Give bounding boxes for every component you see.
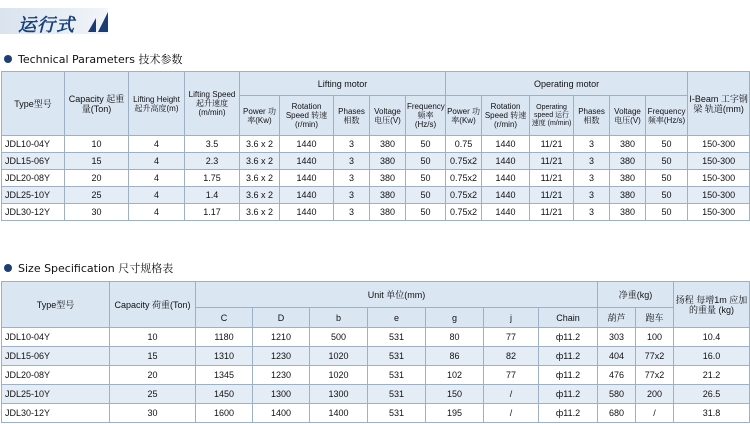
size-specification-heading	[4, 260, 173, 276]
model-cell: JDL10-04Y	[2, 328, 110, 347]
table-cell: 31.8	[674, 404, 750, 423]
table-cell: 380	[610, 204, 646, 221]
table-cell: 380	[610, 153, 646, 170]
banner-fold-decoration	[88, 18, 96, 32]
table-cell: 50	[406, 204, 446, 221]
size-header-chain: Chain	[539, 308, 598, 328]
table-cell: 77x2	[636, 347, 674, 366]
size-header-extra-weight: 扬程 每增1m 应加的重量 (kg)	[674, 282, 750, 328]
table-cell: 380	[370, 204, 406, 221]
table-cell: 50	[406, 136, 446, 153]
table-cell: 3	[574, 204, 610, 221]
header-lifting-height: Lifting Height 起升高度(m)	[129, 72, 185, 136]
table-cell: 1440	[482, 204, 530, 221]
table-cell: 1440	[482, 170, 530, 187]
model-cell: JDL15-06Y	[2, 153, 65, 170]
table-cell: 380	[370, 187, 406, 204]
header-lm-phases: Phases 相数	[334, 96, 370, 136]
size-header-trolley: 跑车	[636, 308, 674, 328]
table-cell: 50	[646, 204, 688, 221]
header-operating-motor: Operating motor	[446, 72, 688, 96]
table-cell: ф11.2	[539, 366, 598, 385]
table-cell: 500	[310, 328, 368, 347]
table-cell: 380	[610, 187, 646, 204]
table-cell: 11/21	[530, 170, 574, 187]
table-cell: 10.4	[674, 328, 750, 347]
table-cell: 15	[110, 347, 196, 366]
header-lm-power: Power 功率(Kw)	[240, 96, 280, 136]
table-cell: 3.6 x 2	[240, 136, 280, 153]
table-cell: 10	[65, 136, 129, 153]
size-header-hoist: 葫芦	[598, 308, 636, 328]
table-cell: 0.75x2	[446, 153, 482, 170]
header-om-voltage: Voltage 电压(V)	[610, 96, 646, 136]
table-row	[2, 385, 750, 404]
table-cell: 3	[574, 187, 610, 204]
table-cell: 20	[110, 366, 196, 385]
table-row	[2, 187, 750, 204]
table-cell: 531	[368, 347, 426, 366]
table-cell: 50	[646, 136, 688, 153]
table-cell: 1230	[253, 347, 310, 366]
table-cell: 86	[426, 347, 484, 366]
table-cell: 1230	[253, 366, 310, 385]
model-cell: JDL20-08Y	[2, 170, 65, 187]
table-cell: 0.75x2	[446, 204, 482, 221]
table-cell: 16.0	[674, 347, 750, 366]
model-cell: JDL25-10Y	[2, 385, 110, 404]
table-cell: 531	[368, 328, 426, 347]
table-cell: 77	[484, 328, 539, 347]
table-cell: 150-300	[688, 136, 750, 153]
model-cell: JDL10-04Y	[2, 136, 65, 153]
table-cell: 1300	[253, 385, 310, 404]
table-cell: 1440	[280, 187, 334, 204]
header-capacity: Capacity 起重量(Ton)	[65, 72, 129, 136]
model-cell: JDL15-06Y	[2, 347, 110, 366]
table-cell: 30	[110, 404, 196, 423]
table-cell: 3	[334, 153, 370, 170]
table-cell: 1400	[253, 404, 310, 423]
table-cell: 102	[426, 366, 484, 385]
table-cell: 100	[636, 328, 674, 347]
table-cell: 1440	[482, 153, 530, 170]
table-cell: 1210	[253, 328, 310, 347]
table-cell: 2.3	[185, 153, 240, 170]
table-cell: 3	[334, 204, 370, 221]
table-cell: 380	[370, 170, 406, 187]
technical-parameters-title: Technical Parameters 技术参数	[18, 53, 183, 66]
table-row	[2, 153, 750, 170]
table-cell: 3	[334, 136, 370, 153]
table-cell: 380	[370, 153, 406, 170]
size-header-net-weight: 净重(kg)	[598, 282, 674, 308]
section-banner	[0, 8, 120, 34]
table-cell: 50	[646, 187, 688, 204]
table-cell: 531	[368, 366, 426, 385]
size-header-j: j	[484, 308, 539, 328]
table-cell: 3	[334, 187, 370, 204]
table-cell: 1440	[280, 204, 334, 221]
table-cell: 150	[426, 385, 484, 404]
table-cell: 1020	[310, 366, 368, 385]
table-cell: 11/21	[530, 187, 574, 204]
table-cell: 3	[574, 170, 610, 187]
table-cell: 303	[598, 328, 636, 347]
table-cell: 1020	[310, 347, 368, 366]
table-cell: 82	[484, 347, 539, 366]
size-header-e: e	[368, 308, 426, 328]
model-cell: JDL30-12Y	[2, 204, 65, 221]
table-cell: 21.2	[674, 366, 750, 385]
table-cell: 25	[110, 385, 196, 404]
table-row	[2, 136, 750, 153]
table-cell: 531	[368, 404, 426, 423]
table-cell: 3.6 x 2	[240, 170, 280, 187]
table-row	[2, 170, 750, 187]
table-cell: 531	[368, 385, 426, 404]
table-cell: 11/21	[530, 204, 574, 221]
table-cell: 15	[65, 153, 129, 170]
table-cell: 150-300	[688, 170, 750, 187]
size-header-b: b	[310, 308, 368, 328]
table-cell: 476	[598, 366, 636, 385]
table-cell: 50	[406, 153, 446, 170]
table-cell: 77	[484, 366, 539, 385]
table-cell: /	[484, 385, 539, 404]
table-cell: 0.75x2	[446, 170, 482, 187]
table-cell: 3	[574, 136, 610, 153]
size-header-type: Type型号	[2, 282, 110, 328]
table-cell: 20	[65, 170, 129, 187]
bullet-icon	[4, 264, 12, 272]
table-cell: 0.75x2	[446, 187, 482, 204]
size-specification-title: Size Specification 尺寸规格表	[18, 262, 174, 275]
table-cell: 1440	[280, 136, 334, 153]
header-ibeam: I-Beam 工字钢梁 轨道(mm)	[688, 72, 750, 136]
table-cell: 10	[110, 328, 196, 347]
table-cell: 150-300	[688, 204, 750, 221]
table-cell: 380	[610, 136, 646, 153]
table-cell: 1180	[196, 328, 253, 347]
table-cell: ф11.2	[539, 347, 598, 366]
table-cell: 50	[646, 153, 688, 170]
table-cell: 3	[334, 170, 370, 187]
table-cell: 1440	[482, 136, 530, 153]
table-row	[2, 366, 750, 385]
table-cell: 4	[129, 136, 185, 153]
table-cell: 11/21	[530, 136, 574, 153]
table-cell: 4	[129, 153, 185, 170]
header-lifting-motor: Lifting motor	[240, 72, 446, 96]
table-cell: 195	[426, 404, 484, 423]
table-cell: 380	[610, 170, 646, 187]
size-header-g: g	[426, 308, 484, 328]
table-cell: 30	[65, 204, 129, 221]
table-cell: 0.75	[446, 136, 482, 153]
table-cell: 1600	[196, 404, 253, 423]
table-cell: 1440	[280, 153, 334, 170]
size-header-d: D	[253, 308, 310, 328]
size-specification-table	[1, 281, 750, 423]
table-cell: ф11.2	[539, 404, 598, 423]
table-cell: 50	[646, 170, 688, 187]
table-cell: /	[484, 404, 539, 423]
table-cell: 25	[65, 187, 129, 204]
header-om-phases: Phases 相数	[574, 96, 610, 136]
table-cell: 1440	[482, 187, 530, 204]
table-cell: 11/21	[530, 153, 574, 170]
model-cell: JDL30-12Y	[2, 404, 110, 423]
banner-fold-decoration	[98, 12, 108, 32]
table-cell: 404	[598, 347, 636, 366]
table-cell: 50	[406, 187, 446, 204]
header-om-rotation: Rotation Speed 转速(r/min)	[482, 96, 530, 136]
header-lifting-speed: Lifting Speed 起升速度 (m/min)	[185, 72, 240, 136]
table-cell: 26.5	[674, 385, 750, 404]
bullet-icon	[4, 55, 12, 63]
table-cell: 680	[598, 404, 636, 423]
table-cell: 1440	[280, 170, 334, 187]
size-header-c: C	[196, 308, 253, 328]
table-cell: 380	[370, 136, 406, 153]
table-cell: 1345	[196, 366, 253, 385]
table-cell: 4	[129, 187, 185, 204]
table-cell: 1450	[196, 385, 253, 404]
header-om-operating-speed: Operating speed 运行速度 (m/min)	[530, 96, 574, 136]
technical-parameters-table	[1, 71, 750, 221]
table-cell: 77x2	[636, 366, 674, 385]
header-lm-rotation: Rotation Speed 转速(r/min)	[280, 96, 334, 136]
table-cell: 150-300	[688, 187, 750, 204]
model-cell: JDL25-10Y	[2, 187, 65, 204]
table-cell: 580	[598, 385, 636, 404]
table-cell: 3.6 x 2	[240, 187, 280, 204]
table-cell: 150-300	[688, 153, 750, 170]
size-header-capacity: Capacity 荷重(Ton)	[110, 282, 196, 328]
table-row	[2, 404, 750, 423]
header-lm-voltage: Voltage 电压(V)	[370, 96, 406, 136]
table-cell: 50	[406, 170, 446, 187]
header-om-power: Power 功率(Kw)	[446, 96, 482, 136]
table-row	[2, 347, 750, 366]
table-cell: 1300	[310, 385, 368, 404]
table-cell: ф11.2	[539, 328, 598, 347]
technical-parameters-heading	[4, 51, 182, 67]
table-cell: 3	[574, 153, 610, 170]
table-cell: 4	[129, 170, 185, 187]
table-cell: 200	[636, 385, 674, 404]
table-cell: 80	[426, 328, 484, 347]
table-cell: ф11.2	[539, 385, 598, 404]
header-om-frequency: Frequency 频率(Hz/s)	[646, 96, 688, 136]
banner-title: 运行式	[18, 15, 75, 36]
size-header-unit: Unit 单位(mm)	[196, 282, 598, 308]
table-cell: 3.5	[185, 136, 240, 153]
table-cell: 1.4	[185, 187, 240, 204]
table-cell: 3.6 x 2	[240, 204, 280, 221]
table-cell: 3.6 x 2	[240, 153, 280, 170]
table-row	[2, 204, 750, 221]
header-type: Type型号	[2, 72, 65, 136]
table-cell: 4	[129, 204, 185, 221]
table-cell: /	[636, 404, 674, 423]
header-lm-frequency: Frequency 频率(Hz/s)	[406, 96, 446, 136]
table-cell: 1310	[196, 347, 253, 366]
table-cell: 1.75	[185, 170, 240, 187]
model-cell: JDL20-08Y	[2, 366, 110, 385]
table-cell: 1400	[310, 404, 368, 423]
table-row	[2, 328, 750, 347]
table-cell: 1.17	[185, 204, 240, 221]
